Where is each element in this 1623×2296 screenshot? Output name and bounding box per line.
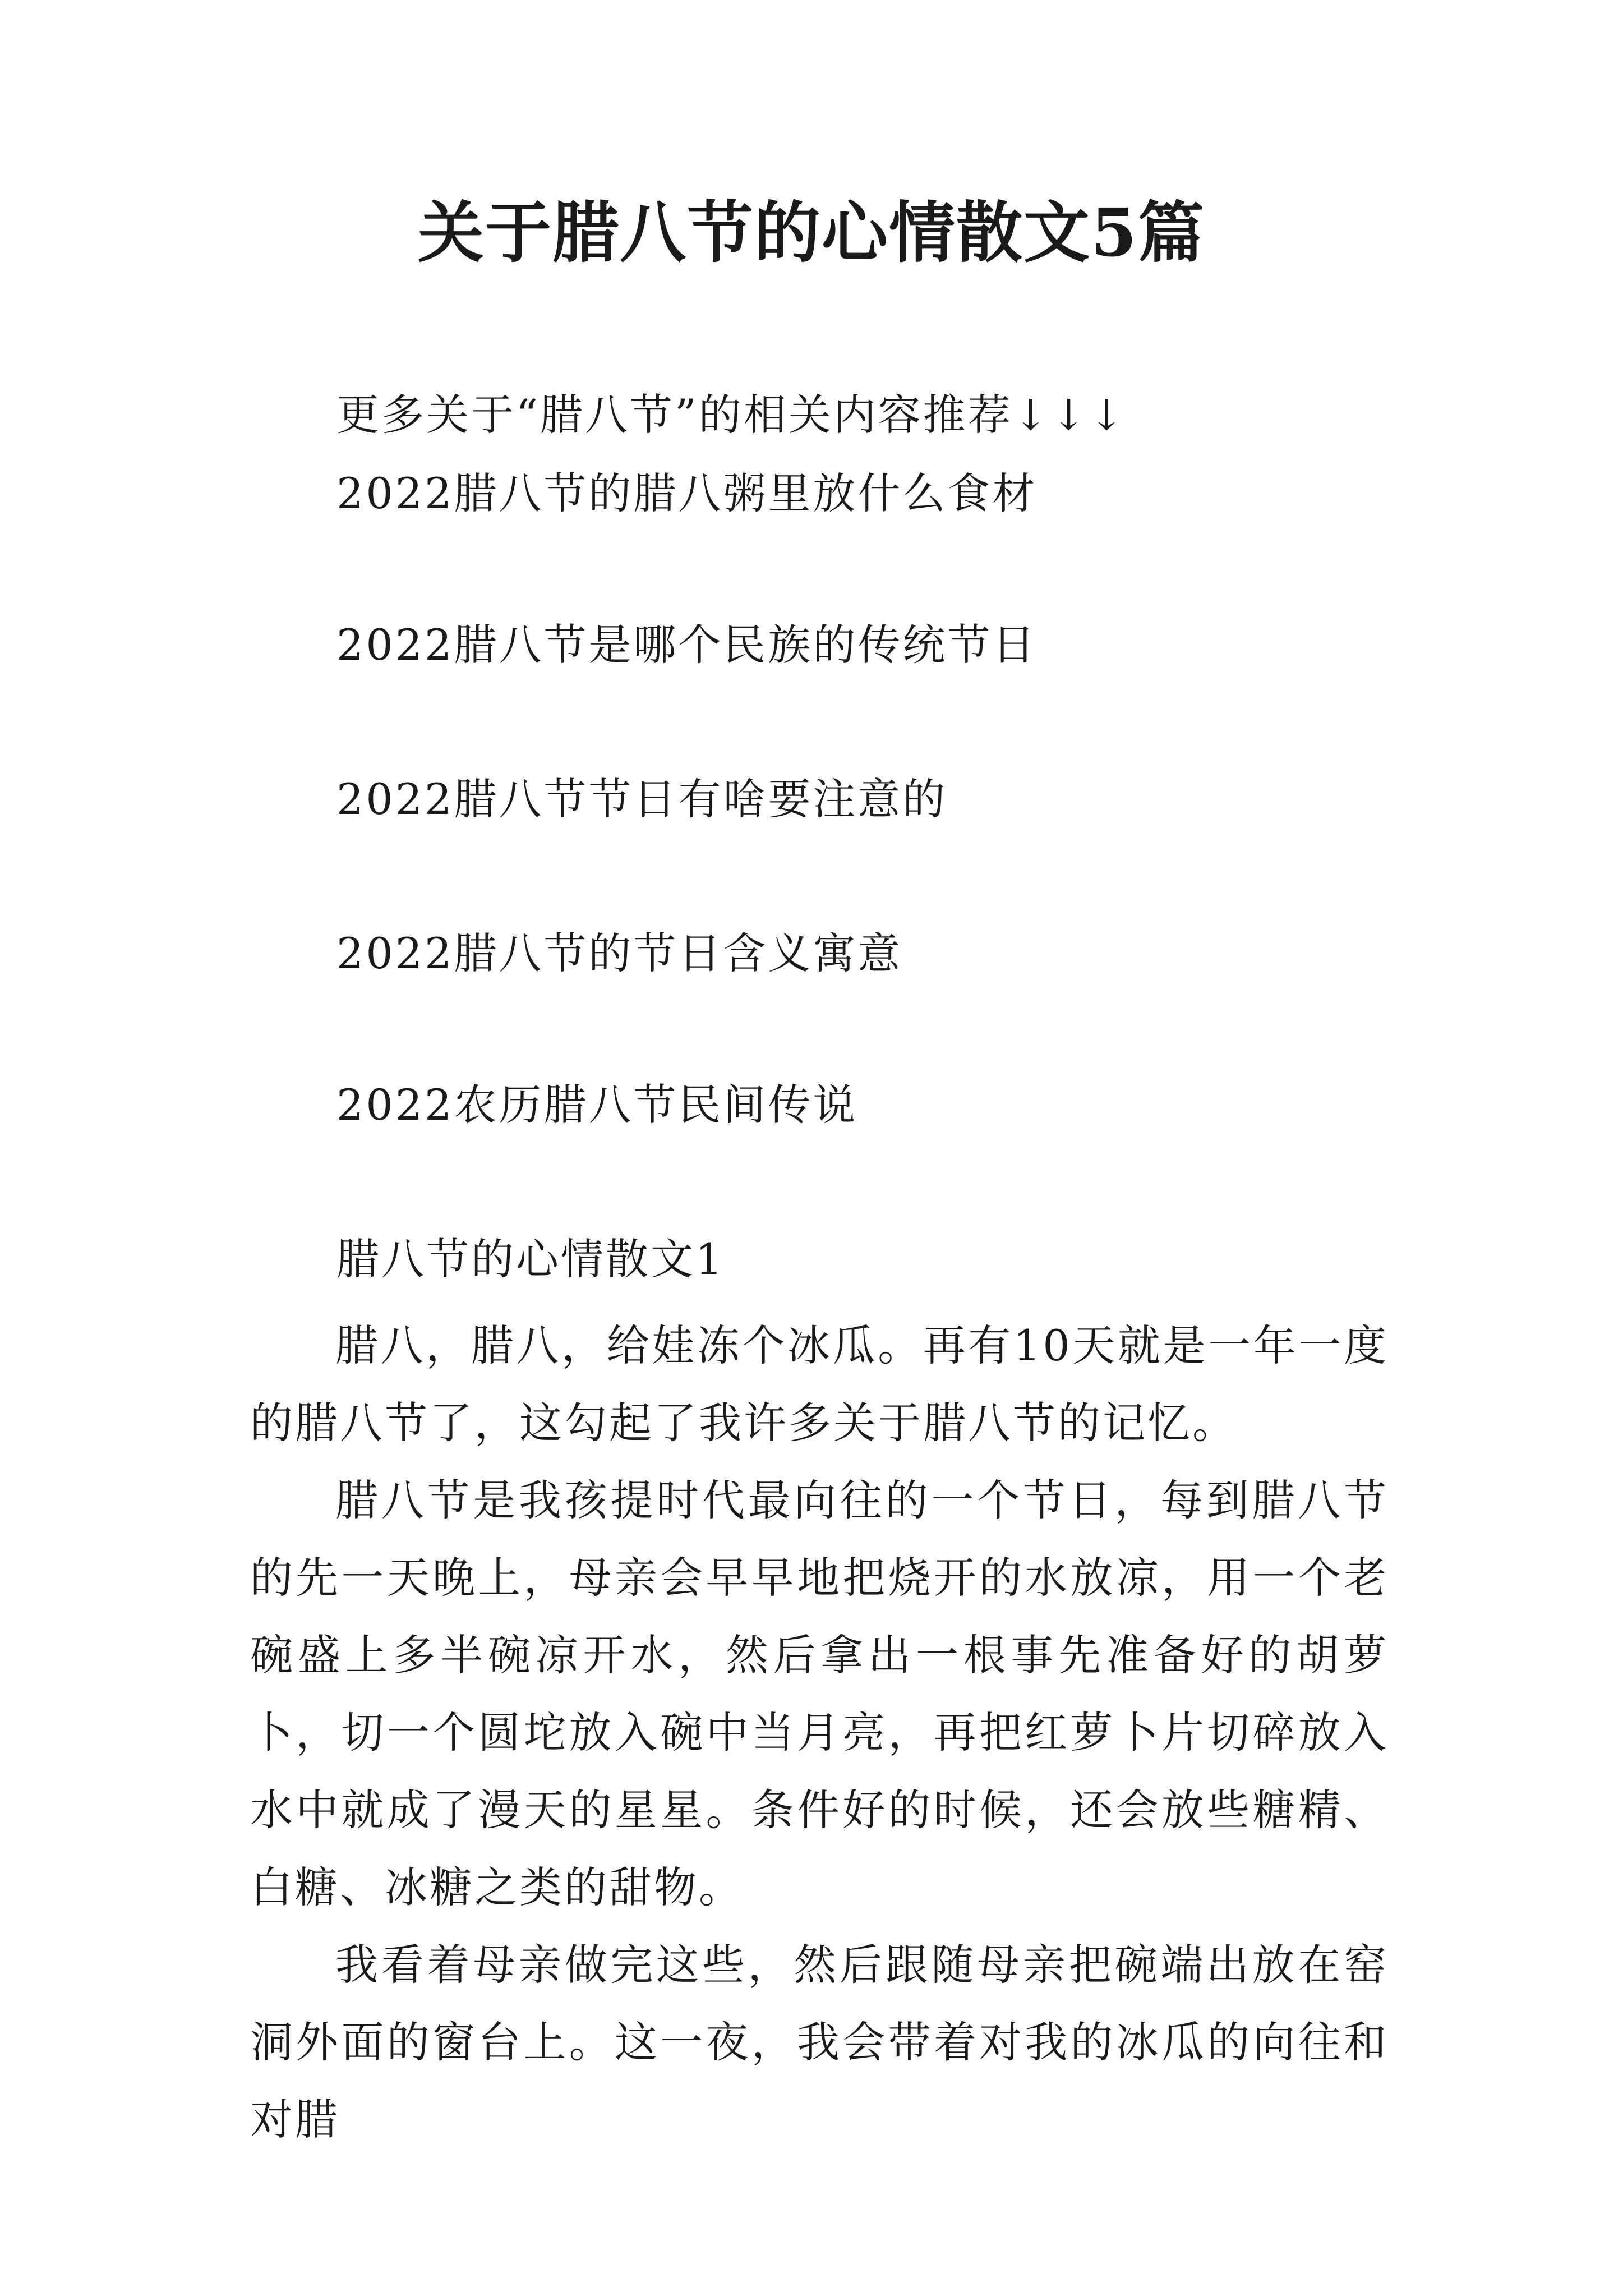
recommend-link-1[interactable]: 2022腊八节的腊八粥里放什么食材 — [336, 468, 1038, 518]
section-heading: 腊八节的心情散文1 — [336, 1234, 725, 1284]
recommend-link-2[interactable]: 2022腊八节是哪个民族的传统节日 — [336, 620, 1038, 670]
recommend-link-5[interactable]: 2022农历腊八节民间传说 — [336, 1080, 858, 1130]
recommend-link-3[interactable]: 2022腊八节节日有啥要注意的 — [336, 774, 948, 824]
recommend-link-4[interactable]: 2022腊八节的节日含义寓意 — [336, 928, 903, 978]
paragraph-1: 腊八，腊八，给娃冻个冰瓜。再有10天就是一年一度的腊八节了，这勾起了我许多关于腊八节的记忆。 — [250, 1320, 1389, 1448]
essay-body — [250, 1307, 1389, 2159]
paragraph-3: 我看着母亲做完这些，然后跟随母亲把碗端出放在窑洞外面的窗台上。这一夜，我会带着对我的冰瓜的向往和对腊 — [250, 1940, 1389, 2145]
recommend-intro: 更多关于“腊八节”的相关内容推荐↓↓↓ — [336, 390, 1127, 440]
document-title: 关于腊八节的心情散文5篇 — [417, 194, 1206, 272]
paragraph-2: 腊八节是我孩提时代最向往的一个节日，每到腊八节的先一天晚上，母亲会早早地把烧开的水放凉，用一个老碗盛上多半碗凉开水，然后拿出一根事先准备好的胡萝卜，切一个圆坨放入碗中当月亮，再把红萝卜片切碎放入水中就成了漫天的星星。条件好的时候，还会放些糖精、白糖、冰糖之类的甜物。 — [250, 1475, 1389, 1912]
